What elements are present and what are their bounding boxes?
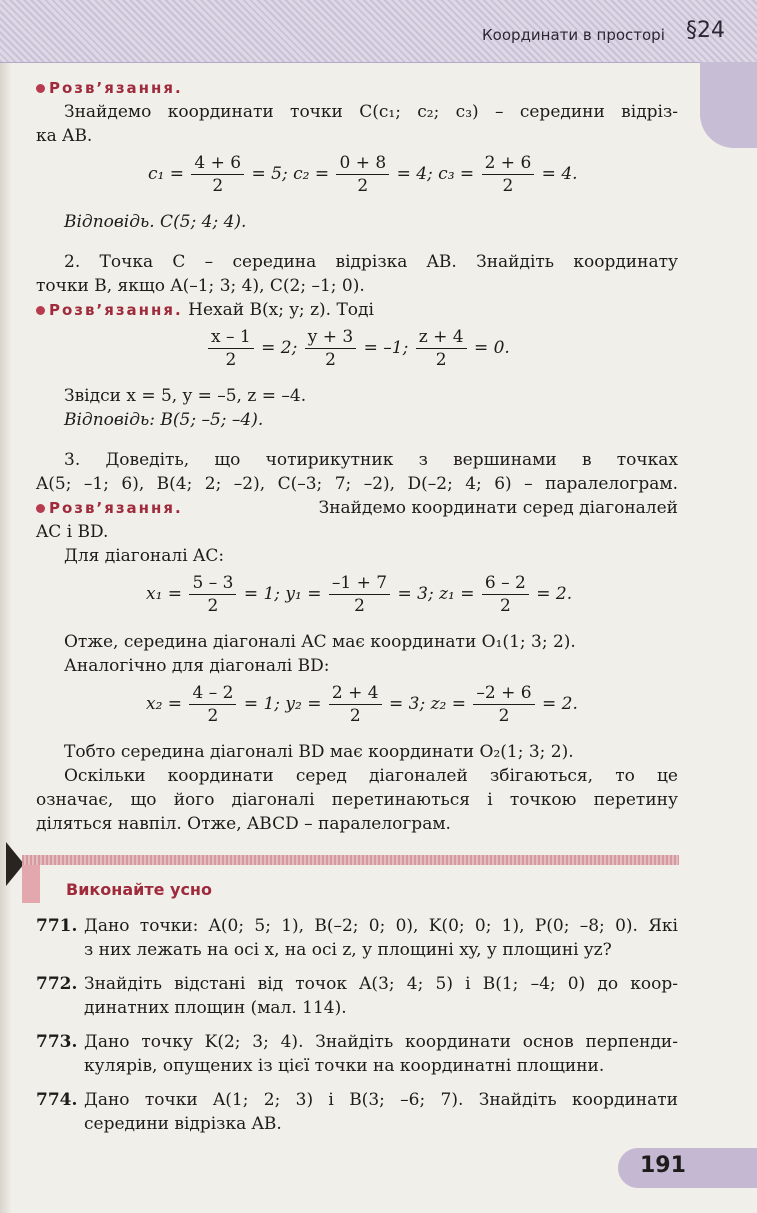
solution-label-1: Розв’язання.	[36, 76, 183, 100]
exercise-771-line2: з них лежать на осі x, на осі z, у площині xy, у площині yz?	[84, 940, 612, 960]
formula-c-coordinates: c₁ = $\frac{4 + 6}{2}$ = 5; c₂ = $\frac{0 + 8}{2}$ = 4; c₃ = $\frac{2 + 6}{2}$ = 4.	[148, 153, 578, 196]
block3-line9: Оскільки координати серед діагоналей збігаються, то це	[64, 766, 678, 786]
formula-midpoint-bd: x₂ = $\frac{4 - 2}{2}$ = 1; y₂ = $\frac{2 + 4}{2}$ = 3; z₂ = $\frac{-2 + 6}{2}$ = 2.	[146, 683, 578, 726]
section-side-tab	[700, 62, 757, 148]
bullet-icon	[36, 84, 45, 93]
block3-line5: Для діагоналі AC:	[64, 546, 225, 566]
header-title: Координати в просторі	[482, 26, 665, 44]
block2-line4: Звідси x = 5, y = –5, z = –4.	[64, 386, 307, 406]
exercise-771-line1: Дано точки: A(0; 5; 1), B(–2; 0; 0), K(0; 0; 1), P(0; –8; 0). Які	[84, 916, 678, 936]
block3-line6: Отже, середина діагоналі AC має координати O₁(1; 3; 2).	[64, 632, 576, 652]
section-divider	[22, 855, 679, 865]
block2-solution-line: Розв’язання. Нехай B(x; y; z). Тоді	[36, 298, 374, 322]
bullet-icon	[36, 504, 45, 513]
header-section-number: §24	[686, 18, 725, 43]
page-binding-shadow	[0, 0, 12, 1213]
block3-line10: означає, що його діагоналі перетинаються і точкою перетину	[36, 790, 678, 810]
block1-line2: ка AB.	[36, 126, 93, 146]
exercises-title: Виконайте усно	[66, 880, 212, 899]
exercise-774-line1: Дано точки A(1; 2; 3) і B(3; –6; 7). Знайдіть координати	[84, 1090, 678, 1110]
block2-line1: 2. Точка C – середина відрізка AB. Знайдіть координату	[64, 252, 678, 272]
block1-answer: Відповідь. C(5; 4; 4).	[64, 212, 247, 232]
exercise-773-line2: кулярів, опущених із цієї точки на координатні площини.	[84, 1056, 605, 1076]
block3-line2: A(5; –1; 6), B(4; 2; –2), C(–3; 7; –2), D(–2; 4; 6) – паралелограм.	[36, 474, 678, 494]
block3-line1: 3. Доведіть, що чотирикутник з вершинами в точках	[64, 450, 678, 470]
page-number-tab	[618, 1148, 757, 1188]
exercise-772-line2: динатних площин (мал. 114).	[84, 998, 347, 1018]
exercise-number: 772.	[36, 974, 78, 994]
block3-line7: Аналогічно для діагоналі BD:	[64, 656, 330, 676]
exercise-774-line2: середини відрізка AB.	[84, 1114, 282, 1134]
exercise-number: 773.	[36, 1032, 78, 1052]
block2-line2: точки B, якщо A(–1; 3; 4), C(2; –1; 0).	[36, 276, 365, 296]
exercise-772-line1: Знайдіть відстані від точок A(3; 4; 5) і B(1; –4; 0) до коор-	[84, 974, 678, 994]
page-number: 191	[640, 1153, 686, 1178]
exercise-number: 774.	[36, 1090, 78, 1110]
block1-line1: Знайдемо координати точки C(c₁; c₂; c₃) – середини відріз-	[64, 102, 678, 122]
section-accent-block	[22, 865, 40, 903]
block2-answer: Відповідь: B(5; –5; –4).	[64, 410, 264, 430]
formula-midpoint-ac: x₁ = $\frac{5 - 3}{2}$ = 1; y₁ = $\frac{-1 + 7}{2}$ = 3; z₁ = $\frac{6 - 2}{2}$ = 2.	[146, 573, 573, 616]
exercise-number: 771.	[36, 916, 78, 936]
block3-line11: діляться навпіл. Отже, ABCD – паралелограм.	[36, 814, 451, 834]
block3-line8: Тобто середина діагоналі BD має координати O₂(1; 3; 2).	[64, 742, 574, 762]
block3-line4: AC і BD.	[36, 522, 109, 542]
exercise-773-line1: Дано точку K(2; 3; 4). Знайдіть координати основ перпенди-	[84, 1032, 678, 1052]
formula-midpoint-equations: $\frac{x - 1}{2}$ = 2; $\frac{y + 3}{2}$ = –1; $\frac{z + 4}{2}$ = 0.	[206, 326, 510, 371]
bullet-icon	[36, 306, 45, 315]
block3-solution-line: Розв’язання. Знайдемо координати серед діагоналей	[36, 496, 678, 520]
